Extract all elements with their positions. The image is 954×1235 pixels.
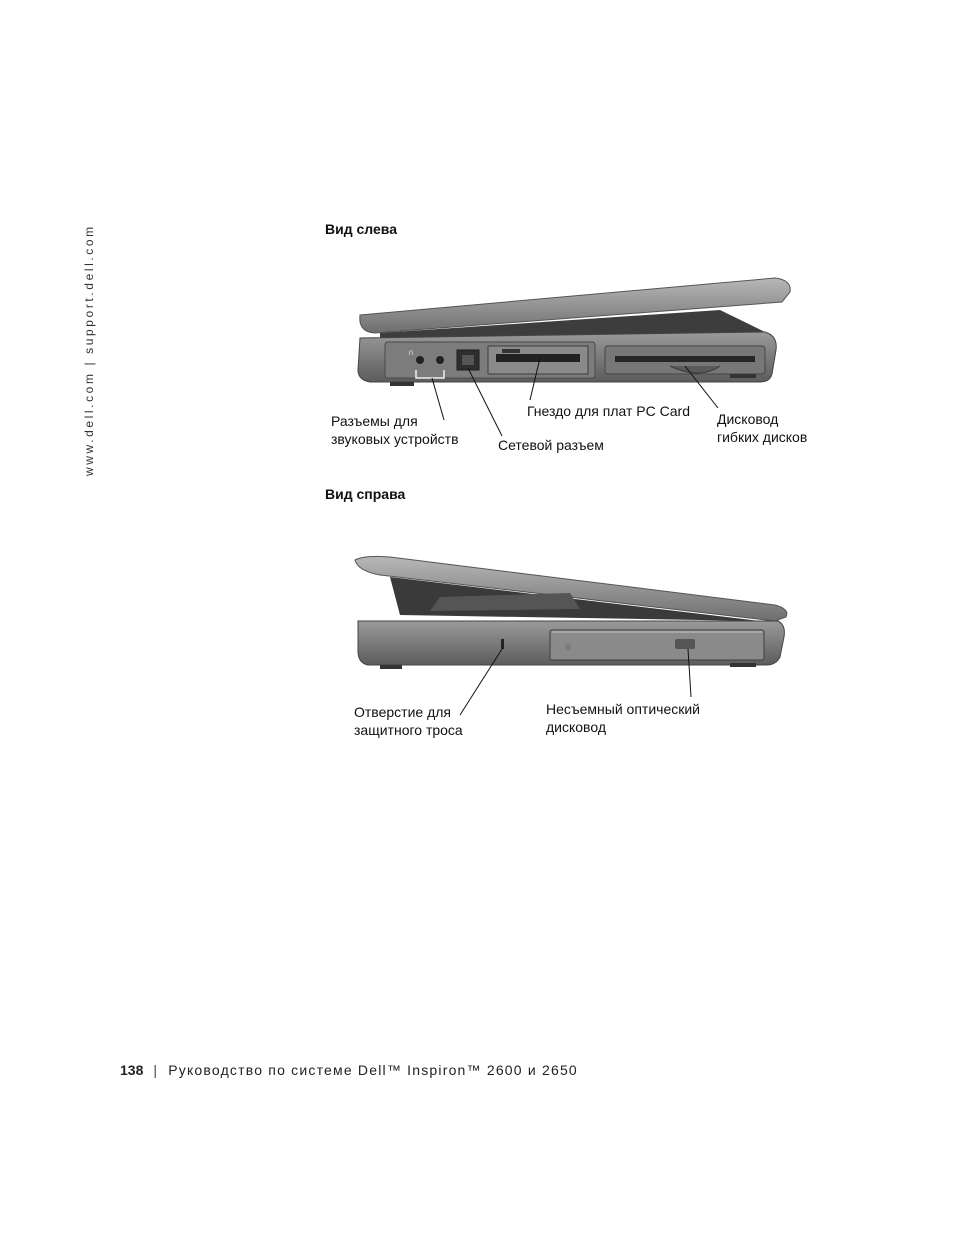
- page-number: 138: [120, 1062, 144, 1078]
- right-view-heading: Вид справа: [325, 486, 406, 502]
- page-footer: [120, 1062, 578, 1078]
- callout-floppy-drive: Дисковод гибких дисков: [717, 411, 808, 445]
- callout-pc-card-slot: Гнездо для плат PC Card: [527, 403, 690, 419]
- svg-text:∩: ∩: [408, 348, 414, 357]
- svg-text:◎: ◎: [565, 643, 572, 651]
- callout-optical-drive: Несъемный оптический дисковод: [546, 701, 701, 735]
- callout-security-cable-slot: Отверстие для защитного троса: [354, 704, 463, 738]
- manual-title: Руководство по системе Dell™ Inspiron™ 2600 и 2650: [168, 1062, 578, 1078]
- left-view-heading: Вид слева: [325, 221, 397, 237]
- callout-network-connector: Сетевой разъем: [498, 437, 604, 453]
- callout-audio-connectors: Разъемы для звуковых устройств: [331, 413, 459, 447]
- footer-separator: |: [153, 1062, 159, 1078]
- sidebar-url: www.dell.com | support.dell.com: [82, 224, 96, 476]
